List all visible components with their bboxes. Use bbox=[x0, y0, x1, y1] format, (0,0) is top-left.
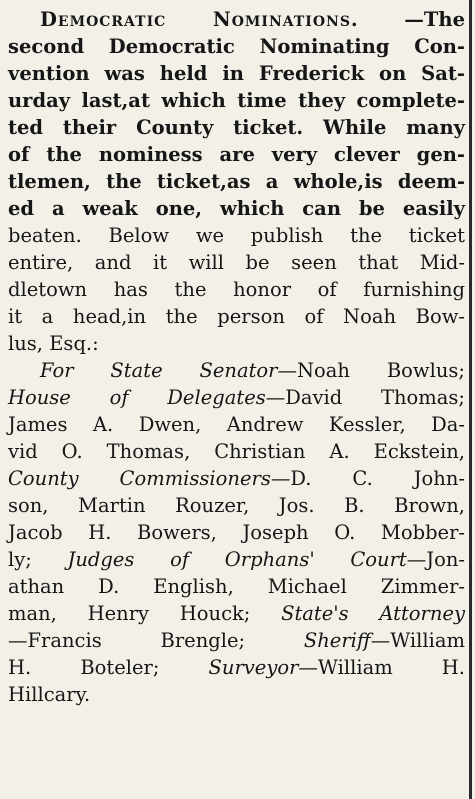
nomination-line bbox=[8, 573, 465, 600]
article-line: tlemen, the ticket,as a whole,is deem- bbox=[8, 170, 465, 193]
nomination-line bbox=[8, 627, 465, 654]
nomination-line bbox=[8, 492, 465, 519]
nominee-text: vid O. Thomas, Christian A. Eckstein, bbox=[8, 440, 465, 463]
nomination-line bbox=[8, 411, 465, 438]
office-title: State's Attorney bbox=[281, 602, 465, 625]
nominee-text: ly; bbox=[8, 548, 68, 571]
nominee-text: James A. Dwen, Andrew Kessler, Da- bbox=[8, 413, 465, 436]
nomination-line bbox=[8, 654, 465, 681]
nomination-line bbox=[8, 681, 465, 708]
nominee-text: —William bbox=[370, 629, 465, 652]
article-line: —The bbox=[404, 8, 465, 31]
nomination-line bbox=[8, 600, 465, 627]
office-title: Sheriff bbox=[303, 629, 371, 652]
nomination-line bbox=[8, 546, 465, 573]
office-title: House of Delegates bbox=[8, 386, 266, 409]
article-line: lus, Esq.: bbox=[8, 332, 99, 355]
nominee-text: Jacob H. Bowers, Joseph O. Mobber- bbox=[8, 521, 465, 544]
office-title: For State Senator bbox=[40, 359, 278, 382]
article-line: ted their County ticket. While many bbox=[8, 116, 465, 139]
nominee-text: —David Thomas; bbox=[265, 386, 465, 409]
nomination-line bbox=[8, 438, 465, 465]
nominee-text: —Noah Bowlus; bbox=[277, 359, 465, 382]
headline-line bbox=[40, 6, 465, 33]
office-title: Surveyor bbox=[208, 656, 299, 679]
headline: Democratic Nominations. bbox=[40, 8, 359, 31]
nomination-line bbox=[8, 465, 465, 492]
article-line: vention was held in Frederick on Sat- bbox=[8, 62, 465, 85]
nominee-text: H. Boteler; bbox=[8, 656, 209, 679]
office-title: County Commissioners bbox=[8, 467, 271, 490]
nomination-line bbox=[8, 384, 465, 411]
article-line: entire, and it will be seen that Mid- bbox=[8, 251, 465, 274]
nominee-text: —William H. bbox=[298, 656, 465, 679]
column-rule bbox=[469, 0, 472, 799]
nominee-text: —Jon- bbox=[406, 548, 465, 571]
article-line: ed a weak one, which can be easily bbox=[8, 197, 465, 220]
nominee-text: —Francis Brengle; bbox=[8, 629, 304, 652]
nomination-line bbox=[8, 519, 465, 546]
article-line: of the nominess are very clever gen- bbox=[8, 143, 465, 166]
nominee-text: —D. C. John- bbox=[270, 467, 465, 490]
article-line: urday last,at which time they complete- bbox=[8, 89, 465, 112]
nominee-text: athan D. English, Michael Zimmer- bbox=[8, 575, 465, 598]
nominee-text: Hillcary. bbox=[8, 683, 91, 706]
office-title: Judges of Orphans' Court bbox=[67, 548, 407, 571]
nominee-text: man, Henry Houck; bbox=[8, 602, 282, 625]
article-line: it a head,in the person of Noah Bow- bbox=[8, 305, 465, 328]
article-line: dletown has the honor of furnishing bbox=[8, 278, 465, 301]
nominee-text: son, Martin Rouzer, Jos. B. Brown, bbox=[8, 494, 465, 517]
nomination-line bbox=[40, 357, 465, 384]
article-line: beaten. Below we publish the ticket bbox=[8, 224, 465, 247]
article-line: second Democratic Nominating Con- bbox=[8, 35, 465, 58]
